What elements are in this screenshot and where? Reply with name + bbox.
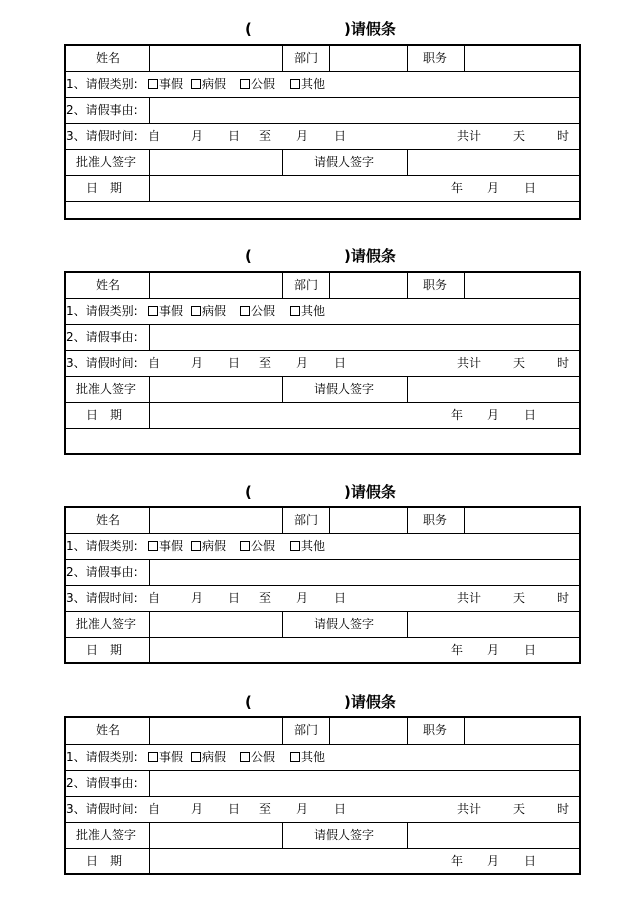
time-day-1: 日 [228,591,241,605]
leave-type-label: 1、请假类别: [66,750,138,764]
name-label: 姓名 [96,723,121,737]
applicant-signature-field[interactable] [408,823,579,848]
time-month-2: 月 [296,356,309,370]
checkbox-icon [240,541,250,551]
time-total: 共计 [457,802,482,816]
row-time [66,123,579,149]
time-month-1: 月 [191,591,204,605]
time-to: 至 [259,129,272,143]
row-name [66,46,579,72]
type-option-sick[interactable]: 病假 [191,72,226,97]
row-signatures [66,149,579,175]
time-to: 至 [259,802,272,816]
type-option-official[interactable]: 公假 [240,534,275,559]
type-option-personal[interactable]: 事假 [148,72,183,97]
leave-form-table [64,271,581,455]
date-day: 日 [524,408,537,422]
type-option-personal[interactable]: 事假 [148,299,183,324]
time-from: 自 [148,591,161,605]
date-year: 年 [451,643,464,657]
time-day-2: 日 [334,356,347,370]
applicant-signature-field[interactable] [408,612,579,637]
approver-label: 批准人签字 [76,382,137,396]
checkbox-icon [240,752,250,762]
checkbox-icon [240,79,250,89]
type-option-other[interactable]: 其他 [290,534,325,559]
date-label: 日 期 [86,854,123,868]
time-from: 自 [148,356,161,370]
row-signatures [66,376,579,402]
checkbox-icon [191,541,201,551]
time-to: 至 [259,356,272,370]
time-month-1: 月 [191,802,204,816]
dept-label: 部门 [294,278,319,292]
applicant-signature-field[interactable] [408,377,579,402]
time-day-2: 日 [334,802,347,816]
title-text: )请假条 [344,20,396,38]
approver-signature-field[interactable] [150,377,282,402]
name-field[interactable] [150,718,282,744]
reason-label: 2、请假事由: [66,776,138,790]
position-field[interactable] [465,46,579,72]
leave-type-label: 1、请假类别: [66,539,138,553]
row-date [66,637,579,662]
form-title [240,18,410,40]
row-time [66,350,579,376]
date-month: 月 [487,854,500,868]
position-field[interactable] [465,508,579,534]
approver-signature-field[interactable] [150,612,282,637]
checkbox-icon [240,306,250,316]
leave-type-label: 1、请假类别: [66,77,138,91]
type-option-other[interactable]: 其他 [290,299,325,324]
name-field[interactable] [150,508,282,534]
checkbox-icon [148,541,158,551]
leave-form-table [64,44,581,220]
time-hours: 时 [557,356,570,370]
position-label: 职务 [423,51,448,65]
dept-label: 部门 [294,51,319,65]
time-days: 天 [513,591,526,605]
checkbox-icon [148,306,158,316]
dept-label: 部门 [294,513,319,527]
dept-field[interactable] [330,508,407,534]
dept-field[interactable] [330,273,407,299]
date-month: 月 [487,643,500,657]
applicant-label: 请假人签字 [314,382,375,396]
approver-signature-field[interactable] [150,150,282,175]
title-text: )请假条 [344,247,396,265]
time-from: 自 [148,802,161,816]
type-option-sick[interactable]: 病假 [191,534,226,559]
row-reason [66,770,579,796]
row-leave-type [66,298,579,324]
form-title [240,245,410,267]
reason-field[interactable] [150,771,579,796]
row-time [66,796,579,822]
dept-label: 部门 [294,723,319,737]
title-text: )请假条 [344,483,396,501]
checkbox-icon [290,79,300,89]
date-month: 月 [487,181,500,195]
type-option-other[interactable]: 其他 [290,745,325,770]
time-day-2: 日 [334,591,347,605]
time-day-1: 日 [228,356,241,370]
name-field[interactable] [150,273,282,299]
leave-type-label: 1、请假类别: [66,304,138,318]
reason-field[interactable] [150,560,579,585]
time-days: 天 [513,129,526,143]
applicant-signature-field[interactable] [408,150,579,175]
row-signatures [66,822,579,848]
time-label: 3、请假时间: [66,802,138,816]
time-day-1: 日 [228,802,241,816]
applicant-label: 请假人签字 [314,155,375,169]
time-month-1: 月 [191,129,204,143]
time-hours: 时 [557,129,570,143]
time-hours: 时 [557,591,570,605]
type-option-official[interactable]: 公假 [240,745,275,770]
time-month-2: 月 [296,591,309,605]
dept-field[interactable] [330,46,407,72]
name-label: 姓名 [96,513,121,527]
type-option-official[interactable]: 公假 [240,72,275,97]
checkbox-icon [148,752,158,762]
row-name [66,273,579,299]
checkbox-icon [290,306,300,316]
type-option-other[interactable]: 其他 [290,72,325,97]
title-text: )请假条 [344,693,396,711]
title-open-paren: ( [245,247,252,265]
reason-field[interactable] [150,325,579,350]
approver-signature-field[interactable] [150,823,282,848]
reason-label: 2、请假事由: [66,330,138,344]
name-label: 姓名 [96,51,121,65]
checkbox-icon [148,79,158,89]
applicant-label: 请假人签字 [314,617,375,631]
row-reason [66,559,579,585]
checkbox-icon [290,752,300,762]
time-days: 天 [513,802,526,816]
date-year: 年 [451,854,464,868]
row-time [66,585,579,611]
form-title [240,691,410,713]
position-label: 职务 [423,278,448,292]
date-month: 月 [487,408,500,422]
time-day-2: 日 [334,129,347,143]
position-label: 职务 [423,723,448,737]
approver-label: 批准人签字 [76,828,137,842]
leave-form-table [64,506,581,664]
row-reason [66,97,579,123]
checkbox-icon [191,79,201,89]
position-field[interactable] [465,718,579,744]
time-label: 3、请假时间: [66,129,138,143]
title-open-paren: ( [245,20,252,38]
approver-label: 批准人签字 [76,617,137,631]
time-label: 3、请假时间: [66,591,138,605]
row-leave-type [66,71,579,97]
time-to: 至 [259,591,272,605]
checkbox-icon [290,541,300,551]
type-option-sick[interactable]: 病假 [191,745,226,770]
reason-label: 2、请假事由: [66,565,138,579]
row-leave-type [66,533,579,559]
applicant-label: 请假人签字 [314,828,375,842]
reason-field[interactable] [150,98,579,123]
date-label: 日 期 [86,643,123,657]
time-label: 3、请假时间: [66,356,138,370]
time-month-1: 月 [191,356,204,370]
name-label: 姓名 [96,278,121,292]
time-days: 天 [513,356,526,370]
reason-label: 2、请假事由: [66,103,138,117]
approver-label: 批准人签字 [76,155,137,169]
date-day: 日 [524,643,537,657]
date-label: 日 期 [86,181,123,195]
type-option-personal[interactable]: 事假 [148,534,183,559]
row-date [66,402,579,428]
name-field[interactable] [150,46,282,72]
date-day: 日 [524,181,537,195]
time-total: 共计 [457,591,482,605]
row-blank [66,428,579,453]
row-signatures [66,611,579,637]
type-option-sick[interactable]: 病假 [191,299,226,324]
time-month-2: 月 [296,129,309,143]
type-option-personal[interactable]: 事假 [148,745,183,770]
title-open-paren: ( [245,693,252,711]
title-open-paren: ( [245,483,252,501]
time-month-2: 月 [296,802,309,816]
row-name [66,508,579,534]
position-field[interactable] [465,273,579,299]
dept-field[interactable] [330,718,407,744]
position-label: 职务 [423,513,448,527]
row-name [66,718,579,744]
leave-form-table [64,716,581,875]
row-blank [66,201,579,218]
type-option-official[interactable]: 公假 [240,299,275,324]
time-total: 共计 [457,356,482,370]
date-year: 年 [451,181,464,195]
form-title [240,481,410,503]
checkbox-icon [191,752,201,762]
row-date [66,848,579,873]
row-leave-type [66,744,579,770]
time-total: 共计 [457,129,482,143]
time-from: 自 [148,129,161,143]
time-day-1: 日 [228,129,241,143]
date-label: 日 期 [86,408,123,422]
checkbox-icon [191,306,201,316]
time-hours: 时 [557,802,570,816]
row-date [66,175,579,201]
date-day: 日 [524,854,537,868]
row-reason [66,324,579,350]
date-year: 年 [451,408,464,422]
